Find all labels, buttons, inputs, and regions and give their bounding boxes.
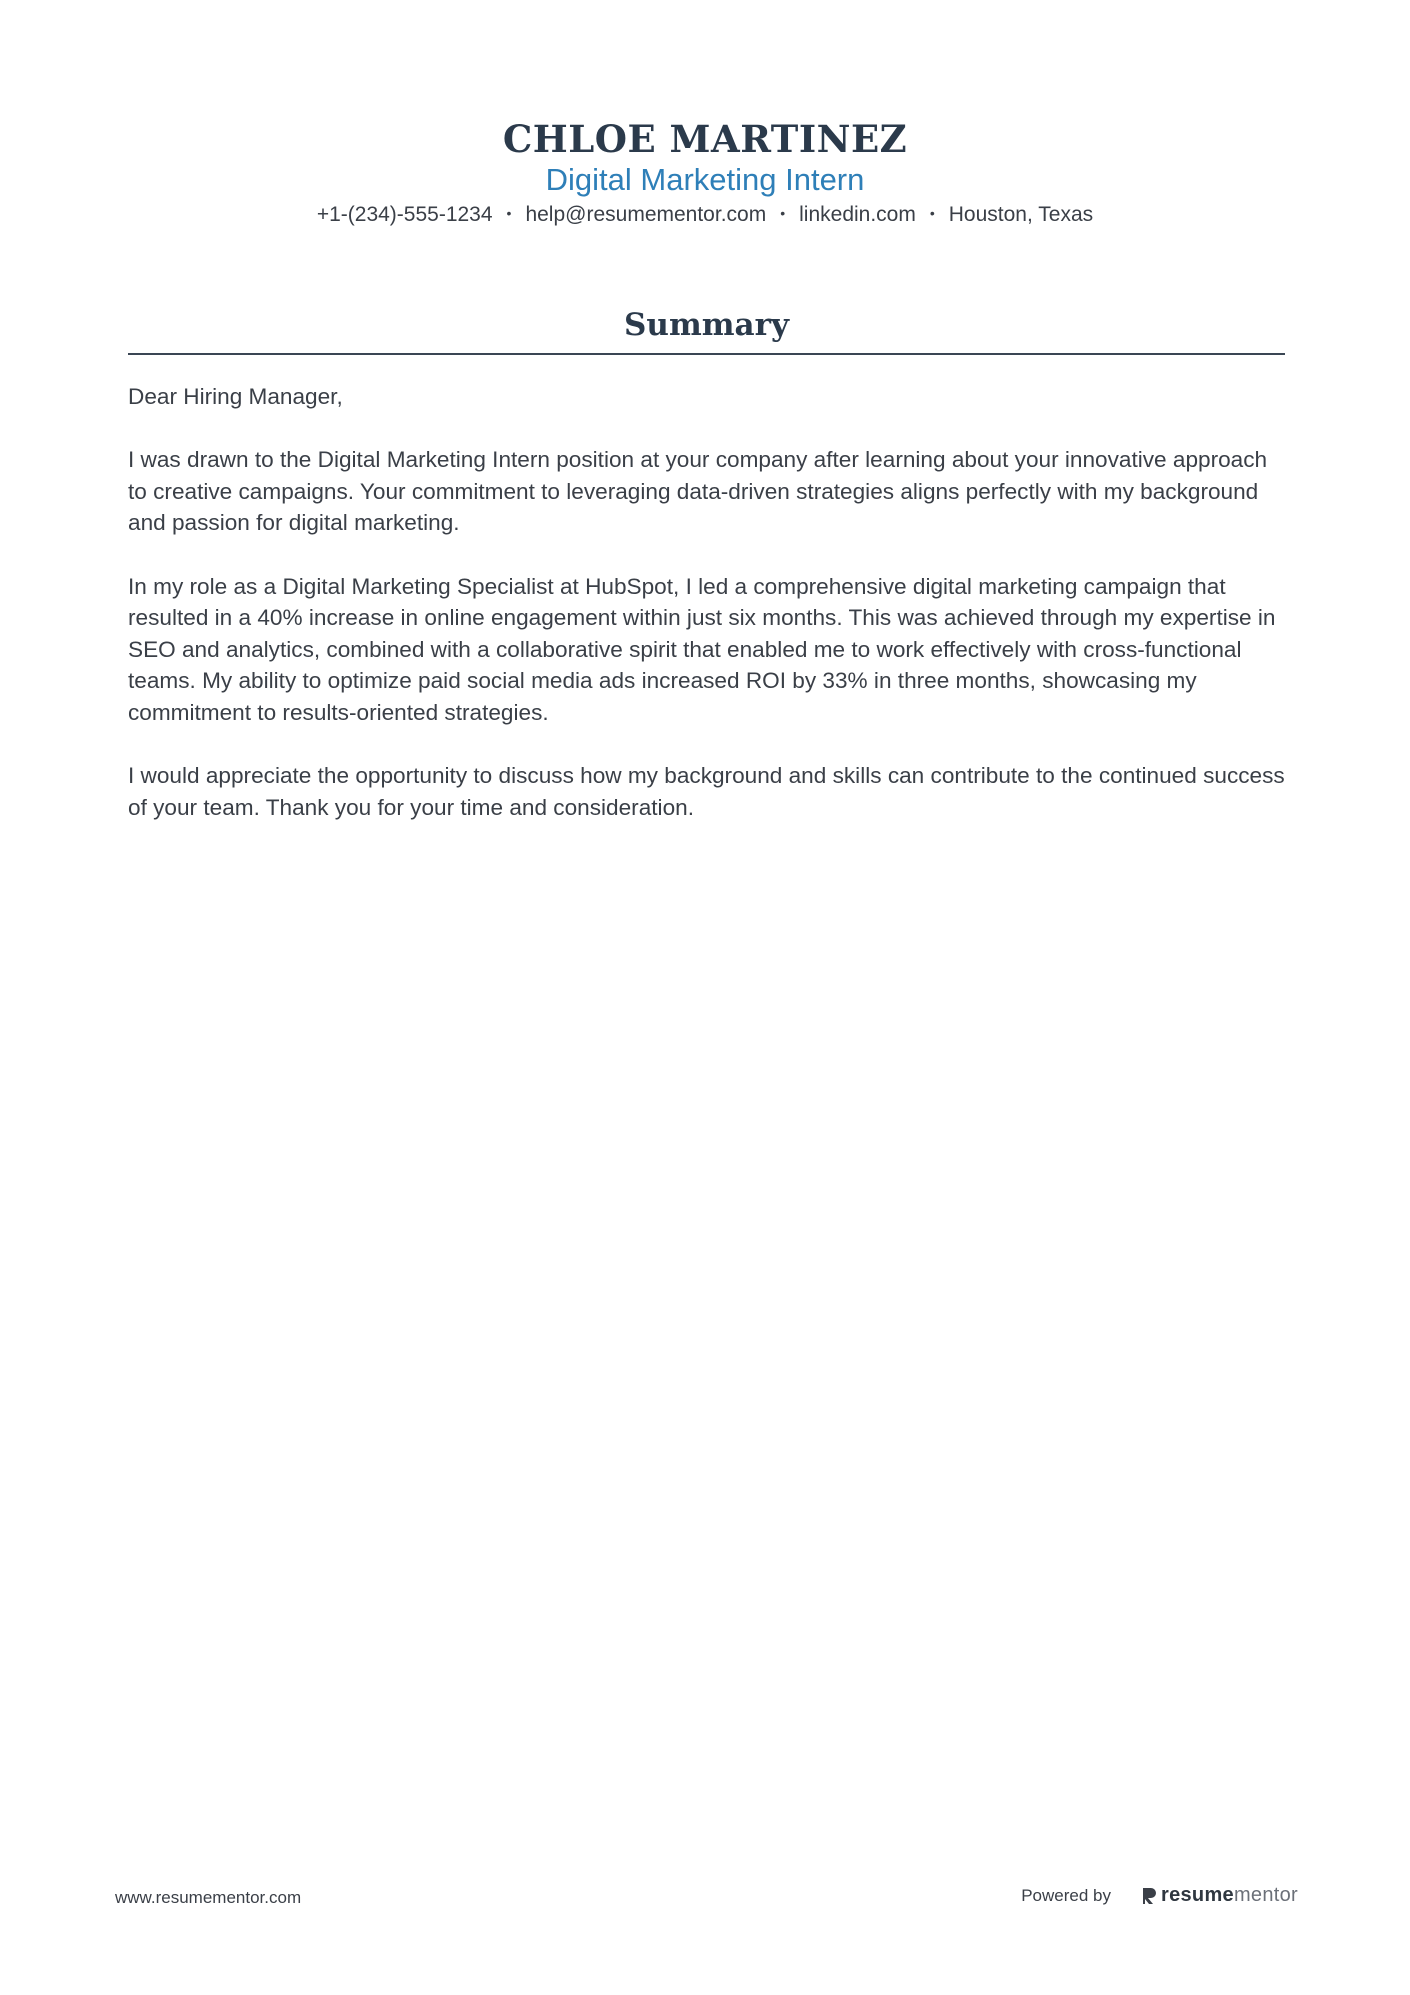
powered-by-label: Powered by: [1021, 1885, 1111, 1905]
contact-separator: •: [780, 205, 786, 222]
salutation: Dear Hiring Manager,: [128, 384, 343, 409]
brand-wordmark: [1161, 1884, 1298, 1907]
resumementor-logo-icon: [1141, 1886, 1157, 1906]
summary-section: [128, 305, 1285, 855]
contact-separator: •: [929, 205, 935, 222]
job-title: Digital Marketing Intern: [545, 162, 865, 197]
header: [0, 116, 1410, 228]
contact-phone: +1-(234)-555-1234: [316, 203, 493, 226]
section-divider: [128, 353, 1285, 355]
footer-website[interactable]: www.resumementor.com: [115, 1888, 302, 1907]
paragraph-2: In my role as a Digital Marketing Specialist at HubSpot, I led a comprehensive digital marketing campaign that resulted in a 40% increase in online engagement within just six months. This was achieved through my expertise in SEO and analytics, combined with a collaborative spirit that enabled me to work effectively with cross-functional teams. My ability to optimize paid social media ads increased ROI by 33% in three months, showcasing my commitment to results-oriented strategies.: [128, 573, 1276, 725]
contact-line: [0, 202, 1410, 228]
contact-separator: •: [506, 205, 512, 222]
paragraph-3: I would appreciate the opportunity to discuss how my background and skills can contribute to the continued success of your team. Thank you for your time and consideration.: [128, 763, 1285, 820]
contact-linkedin[interactable]: linkedin.com: [799, 203, 916, 226]
contact-email[interactable]: help@resumementor.com: [525, 203, 767, 226]
brand-wordmark-part2: mentor: [1233, 1884, 1298, 1906]
contact-location: Houston, Texas: [948, 203, 1094, 226]
candidate-name: CHLOE MARTINEZ: [502, 117, 908, 161]
brand-wordmark-part1: resume: [1161, 1884, 1234, 1906]
paragraph-1: I was drawn to the Digital Marketing Intern position at your company after learning about your innovative approach to creative campaigns. Your commitment to leveraging data-driven strategies aligns perfectly with my background and passion for digital marketing.: [128, 447, 1268, 536]
letter-body: [128, 381, 1285, 823]
section-heading: Summary: [624, 307, 789, 343]
brand-logo[interactable]: [1141, 1884, 1298, 1907]
footer-branding: [1021, 1884, 1298, 1907]
